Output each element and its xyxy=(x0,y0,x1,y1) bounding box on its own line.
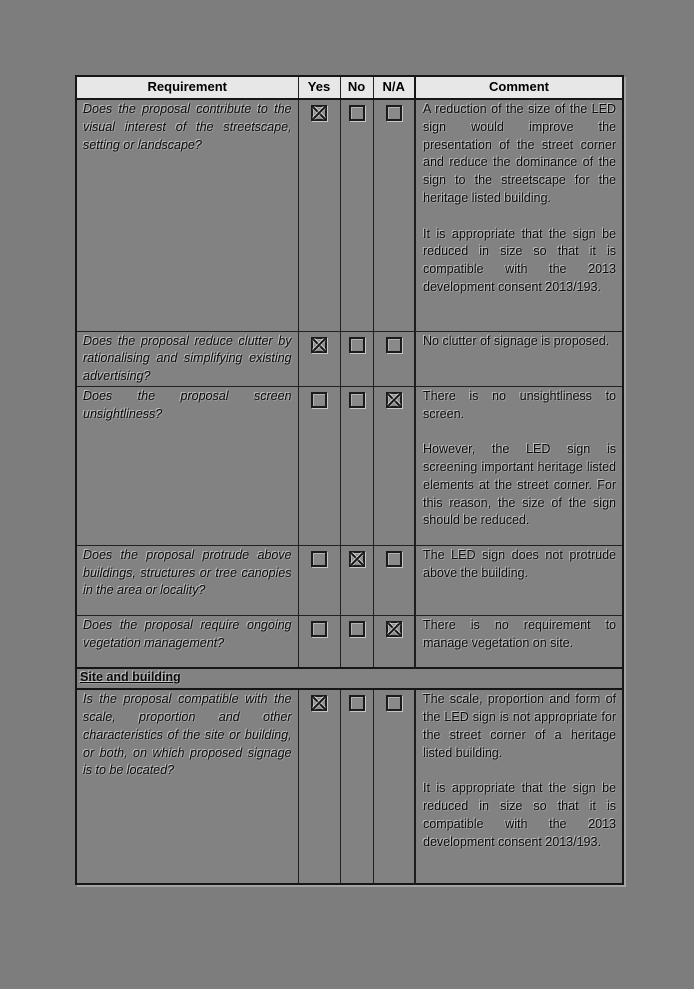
comment-paragraph: The scale, proportion and form of the LED sign is not appropriate for the street corner of a heritage listed building. xyxy=(423,692,616,760)
no-cell xyxy=(340,615,373,668)
no-checkbox[interactable] xyxy=(349,695,365,711)
na-checkbox[interactable] xyxy=(386,105,402,121)
comment-paragraph: It is appropriate that the sign be reduced in size so that it is compatible with the 2013 development consent 2013/193. xyxy=(423,781,616,849)
na-cell xyxy=(373,689,415,884)
no-cell xyxy=(340,545,373,615)
comment-paragraph: A reduction of the size of the LED sign would improve the presentation of the street corner and reduce the dominance of the sign to the streetscape for the heritage listed building. xyxy=(423,102,616,205)
requirement-cell xyxy=(76,99,298,331)
requirement-row xyxy=(76,545,623,615)
comment-paragraph: The LED sign does not protrude above the building. xyxy=(423,547,616,580)
yes-checkbox[interactable] xyxy=(311,621,327,637)
no-cell xyxy=(340,99,373,331)
na-cell xyxy=(373,99,415,331)
yes-cell xyxy=(298,99,340,331)
comment-cell xyxy=(415,386,623,545)
yes-cell xyxy=(298,689,340,884)
header-no: No xyxy=(340,76,373,99)
na-cell xyxy=(373,615,415,668)
requirement-text: Does the proposal contribute to the visual interest of the streetscape, setting or landscape? xyxy=(83,102,292,152)
requirement-cell xyxy=(76,386,298,545)
signage-assessment-table xyxy=(75,75,624,885)
comment-paragraph: It is appropriate that the sign be reduced in size so that it is compatible with the 2013 development consent 2013/193. xyxy=(423,226,616,294)
comment-cell xyxy=(415,545,623,615)
no-checkbox[interactable] xyxy=(349,337,365,353)
comment-paragraph: No clutter of signage is proposed. xyxy=(423,333,610,348)
section-title: Site and building xyxy=(80,670,181,685)
no-checkbox[interactable] xyxy=(349,621,365,637)
no-checkbox-checked[interactable] xyxy=(349,551,365,567)
requirement-row xyxy=(76,386,623,545)
comment-paragraph: However, the LED sign is screening important heritage listed elements at the street corner. For this reason, the size of the sign should be reduced. xyxy=(423,442,616,528)
na-checkbox[interactable] xyxy=(386,337,402,353)
requirement-cell xyxy=(76,331,298,386)
no-cell xyxy=(340,689,373,884)
comment-cell xyxy=(415,689,623,884)
requirement-row xyxy=(76,615,623,668)
na-cell xyxy=(373,331,415,386)
yes-cell xyxy=(298,331,340,386)
yes-cell xyxy=(298,615,340,668)
comment-cell xyxy=(415,615,623,668)
requirement-row xyxy=(76,331,623,386)
requirement-text: Does the proposal screen unsightliness? xyxy=(83,388,292,421)
yes-cell xyxy=(298,386,340,545)
comment-paragraph: There is no requirement to manage vegetation on site. xyxy=(423,617,616,650)
requirement-text: Does the proposal reduce clutter by rationalising and simplifying existing advertising? xyxy=(83,333,292,384)
requirement-text: Is the proposal compatible with the scale, proportion and other characteristics of the site or building, or both, on which proposed signage is to be located? xyxy=(83,692,292,778)
no-checkbox[interactable] xyxy=(349,392,365,408)
requirement-text: Does the proposal require ongoing vegetation management? xyxy=(83,617,292,650)
table-header-row xyxy=(76,76,623,99)
na-cell xyxy=(373,386,415,545)
requirement-cell xyxy=(76,615,298,668)
section-row xyxy=(76,668,623,689)
no-cell xyxy=(340,331,373,386)
no-checkbox[interactable] xyxy=(349,105,365,121)
yes-cell xyxy=(298,545,340,615)
yes-checkbox-checked[interactable] xyxy=(311,695,327,711)
yes-checkbox-checked[interactable] xyxy=(311,105,327,121)
na-checkbox[interactable] xyxy=(386,551,402,567)
na-checkbox-checked[interactable] xyxy=(386,392,402,408)
yes-checkbox-checked[interactable] xyxy=(311,337,327,353)
requirement-row xyxy=(76,99,623,331)
header-na: N/A xyxy=(373,76,415,99)
na-checkbox-checked[interactable] xyxy=(386,621,402,637)
requirement-row xyxy=(76,689,623,884)
comment-paragraph: There is no unsightliness to screen. xyxy=(423,388,616,421)
no-cell xyxy=(340,386,373,545)
comment-cell xyxy=(415,99,623,331)
requirement-cell xyxy=(76,689,298,884)
requirement-cell xyxy=(76,545,298,615)
header-yes: Yes xyxy=(298,76,340,99)
header-comment: Comment xyxy=(415,76,623,99)
na-cell xyxy=(373,545,415,615)
comment-cell xyxy=(415,331,623,386)
requirement-text: Does the proposal protrude above buildings, structures or tree canopies in the area or locality? xyxy=(83,547,292,598)
yes-checkbox[interactable] xyxy=(311,551,327,567)
na-checkbox[interactable] xyxy=(386,695,402,711)
yes-checkbox[interactable] xyxy=(311,392,327,408)
section-cell xyxy=(76,668,623,689)
header-requirement: Requirement xyxy=(76,76,298,99)
